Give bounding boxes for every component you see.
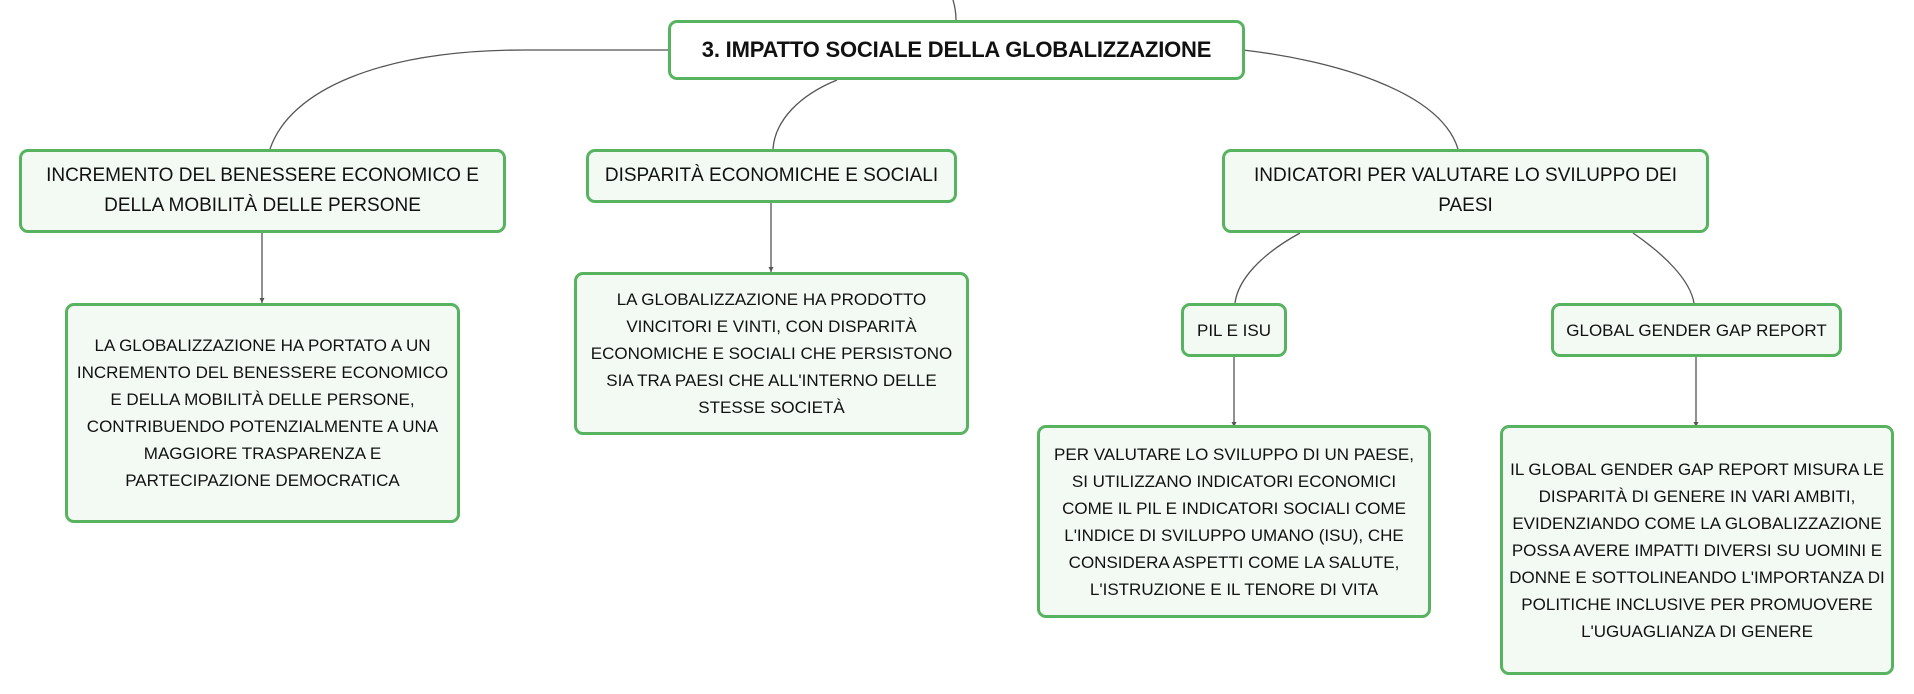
branch-benessere-label: INCREMENTO DEL BENESSERE ECONOMICO E DELLA MOBILITÀ DELLE PERSONE xyxy=(46,165,479,216)
branch-indicatori-label: INDICATORI PER VALUTARE LO SVILUPPO DEI PAESI xyxy=(1253,165,1678,216)
detail-disparita-text: LA GLOBALIZZAZIONE HA PRODOTTO VINCITORI E VINTI, CON DISPARITÀ ECONOMICHE E SOCIALI CHE PERSISTONO SIA TRA PAESI CHE ALL'INTERNO DELLE STESSE SOCIETÀ xyxy=(590,290,953,417)
branch-indicatori[interactable] xyxy=(1222,149,1709,233)
subtopic-gender-gap[interactable] xyxy=(1551,303,1842,357)
branch-benessere[interactable] xyxy=(19,149,506,233)
subtopic-pil-isu-label: PIL E ISU xyxy=(1196,320,1271,340)
root-topic-label: 3. IMPATTO SOCIALE DELLA GLOBALIZZAZIONE xyxy=(701,37,1212,62)
edge-parent-root xyxy=(953,0,956,20)
edge-branch3-gender xyxy=(1633,233,1694,303)
edge-branch3-pil xyxy=(1235,233,1300,303)
subtopic-pil-isu[interactable] xyxy=(1181,303,1287,357)
detail-benessere-text: LA GLOBALIZZAZIONE HA PORTATO A UN INCREMENTO DEL BENESSERE ECONOMICO E DELLA MOBILITÀ DELLE PERSONE, CONTRIBUENDO POTENZIALMENTE A UNA MAGGIORE TRASPARENZA E PARTECIPAZIONE DEMOCRATICA xyxy=(76,336,449,490)
edge-root-branch1 xyxy=(270,50,670,149)
detail-disparita[interactable] xyxy=(574,272,969,435)
detail-benessere[interactable] xyxy=(65,303,460,523)
detail-gender-gap-text: IL GLOBAL GENDER GAP REPORT MISURA LE DISPARITÀ DI GENERE IN VARI AMBITI, EVIDENZIANDO COME LA GLOBALIZZAZIONE POSSA AVERE IMPATTI DIVERSI SU UOMINI E DONNE E SOTTOLINEANDO L'IMPORTANZA DI POLITICHE INCLUSIVE PER PROMUOVERE L'UGUAGLIANZA DI GENERE xyxy=(1509,459,1885,641)
edge-root-branch2 xyxy=(773,80,837,149)
root-topic[interactable] xyxy=(668,20,1245,80)
subtopic-gender-gap-label: GLOBAL GENDER GAP REPORT xyxy=(1566,320,1827,340)
detail-pil-isu[interactable] xyxy=(1037,425,1431,618)
branch-disparita-label: DISPARITÀ ECONOMICHE E SOCIALI xyxy=(604,165,939,186)
detail-pil-isu-text: PER VALUTARE LO SVILUPPO DI UN PAESE, SI UTILIZZANO INDICATORI ECONOMICI COME IL PIL E INDICATORI SOCIALI COME L'INDICE DI SVILUPPO UMANO (ISU), CHE CONSIDERA ASPETTI COME LA SALUTE, L'ISTRUZIONE E IL TENORE DI VITA xyxy=(1054,444,1414,599)
edge-root-branch3 xyxy=(1243,50,1458,149)
detail-gender-gap[interactable] xyxy=(1500,425,1894,675)
branch-disparita[interactable] xyxy=(586,149,957,203)
